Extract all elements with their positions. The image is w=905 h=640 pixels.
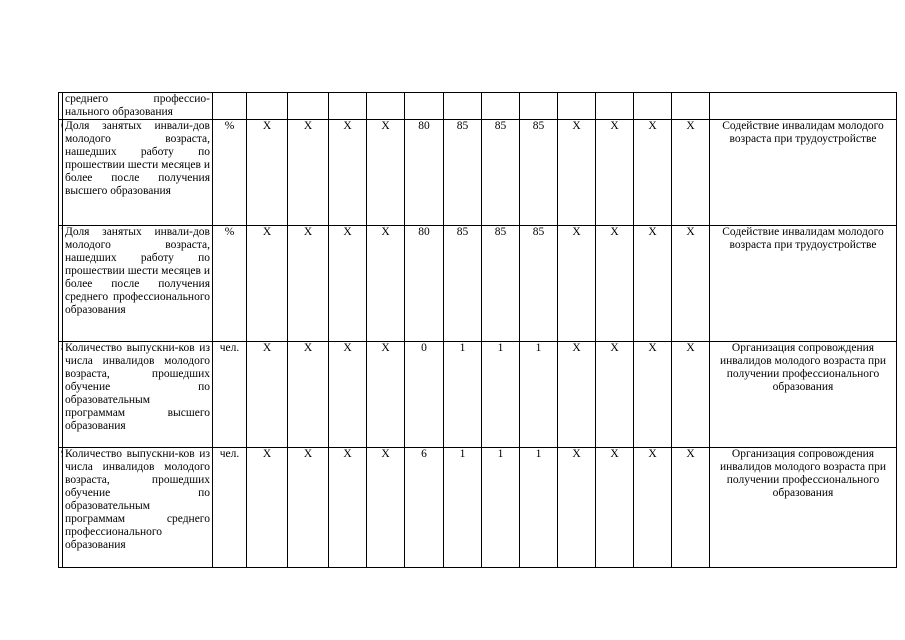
value-cell: 85 <box>444 120 482 226</box>
value-cell <box>520 93 558 120</box>
value-cell: Х <box>367 120 405 226</box>
value-cell: Х <box>558 120 596 226</box>
value-cell <box>367 93 405 120</box>
table-row <box>59 93 897 120</box>
value-cell: Х <box>558 448 596 568</box>
value-cell <box>247 93 288 120</box>
value-cell <box>482 93 520 120</box>
value-cell: Х <box>367 226 405 342</box>
value-cell: 1 <box>520 342 558 448</box>
value-cell: 85 <box>520 226 558 342</box>
value-cell: Х <box>329 448 367 568</box>
value-cell: 6 <box>405 448 444 568</box>
value-cell: Х <box>288 342 329 448</box>
value-cell: 1 <box>482 342 520 448</box>
value-cell: Х <box>329 226 367 342</box>
unit-cell: чел. <box>213 342 247 448</box>
value-cell: Х <box>247 226 288 342</box>
value-cell: 1 <box>444 448 482 568</box>
unit-cell: % <box>213 120 247 226</box>
indicator-name: среднего профессио-нального образования <box>63 93 213 120</box>
value-cell: Х <box>672 226 710 342</box>
value-cell: Х <box>558 226 596 342</box>
value-cell: Х <box>247 120 288 226</box>
value-cell: Х <box>672 448 710 568</box>
value-cell <box>329 93 367 120</box>
value-cell: Х <box>329 342 367 448</box>
table-row <box>59 120 897 226</box>
value-cell: Х <box>672 342 710 448</box>
measure-description: Организация сопровождения инвалидов молодого возраста при получении профессионального образования <box>710 342 897 448</box>
indicators-table <box>58 92 897 568</box>
value-cell <box>405 93 444 120</box>
value-cell: 85 <box>444 226 482 342</box>
value-cell: Х <box>288 120 329 226</box>
table-row <box>59 226 897 342</box>
unit-cell: % <box>213 226 247 342</box>
measure-description: Содействие инвалидам молодого возраста при трудоустройстве <box>710 226 897 342</box>
indicator-name: Доля занятых инвали-дов молодого возраста, нашедших работу по прошествии шести месяцев и более после получения высшего образования <box>63 120 213 226</box>
value-cell <box>634 93 672 120</box>
table-row <box>59 342 897 448</box>
value-cell: Х <box>634 226 672 342</box>
value-cell: 0 <box>405 342 444 448</box>
value-cell: 1 <box>520 448 558 568</box>
value-cell: Х <box>672 120 710 226</box>
value-cell: Х <box>367 342 405 448</box>
value-cell: 85 <box>482 120 520 226</box>
value-cell: Х <box>288 448 329 568</box>
unit-cell: чел. <box>213 448 247 568</box>
measure-description: Организация сопровождения инвалидов молодого возраста при получении профессионального образования <box>710 448 897 568</box>
value-cell: 1 <box>444 342 482 448</box>
value-cell: Х <box>634 342 672 448</box>
value-cell <box>672 93 710 120</box>
value-cell: Х <box>558 342 596 448</box>
indicator-name: Количество выпускни-ков из числа инвалидов молодого возраста, прошедших обучение по образовательным программам среднего профессионального образования <box>63 448 213 568</box>
value-cell: Х <box>596 226 634 342</box>
value-cell: Х <box>288 226 329 342</box>
measure-description: Содействие инвалидам молодого возраста при трудоустройстве <box>710 120 897 226</box>
value-cell <box>288 93 329 120</box>
measure-description <box>710 93 897 120</box>
indicator-name: Количество выпускни-ков из числа инвалидов молодого возраста, прошедших обучение по образовательным программам высшего образования <box>63 342 213 448</box>
value-cell <box>444 93 482 120</box>
value-cell: Х <box>367 448 405 568</box>
indicator-name: Доля занятых инвали-дов молодого возраста, нашедших работу по прошествии шести месяцев и более после получения среднего профессионального образования <box>63 226 213 342</box>
value-cell: Х <box>329 120 367 226</box>
value-cell: Х <box>596 342 634 448</box>
value-cell: 85 <box>482 226 520 342</box>
value-cell: 80 <box>405 120 444 226</box>
value-cell: Х <box>596 448 634 568</box>
value-cell <box>596 93 634 120</box>
value-cell: Х <box>247 342 288 448</box>
value-cell: Х <box>247 448 288 568</box>
value-cell: 1 <box>482 448 520 568</box>
value-cell: 85 <box>520 120 558 226</box>
value-cell: Х <box>634 448 672 568</box>
value-cell: 80 <box>405 226 444 342</box>
value-cell: Х <box>596 120 634 226</box>
value-cell <box>558 93 596 120</box>
value-cell: Х <box>634 120 672 226</box>
unit-cell <box>213 93 247 120</box>
table-row <box>59 448 897 568</box>
